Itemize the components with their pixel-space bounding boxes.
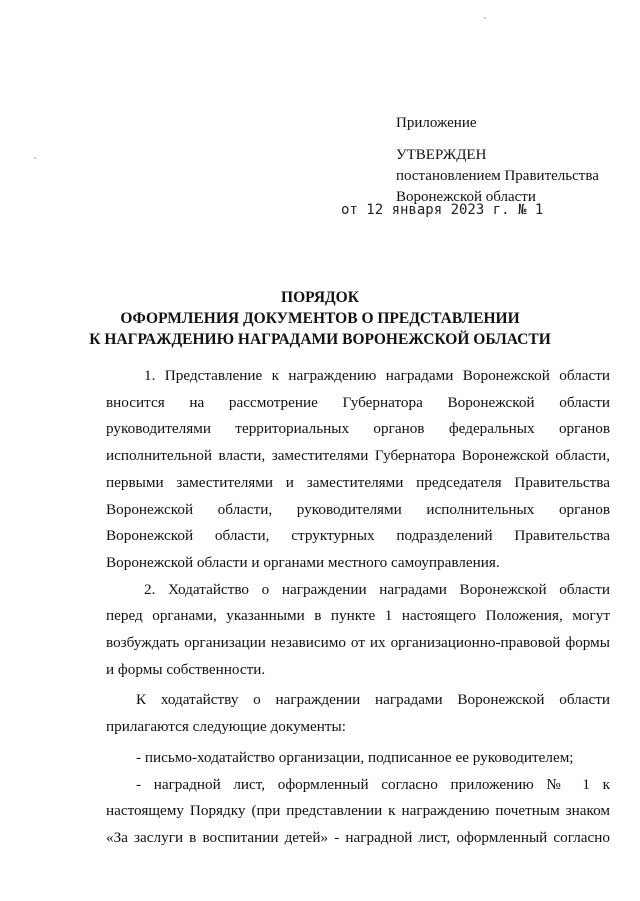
appendix-label: Приложение <box>396 115 477 131</box>
text-line: «За заслуги в воспитании детей» - наградной лист, оформленный согласно <box>106 828 610 846</box>
text-line: исполнительной власти, заместителями Губернатора Воронежской области, <box>106 447 610 465</box>
text-line: - наградной лист, оформленный согласно приложению № 1 к <box>136 775 610 793</box>
text-line: Воронежской области и органами местного самоуправления. <box>106 553 500 571</box>
text-line: Воронежской области, руководителями исполнительных органов <box>106 500 610 518</box>
date-number-stamp: от 12 января 2023 г. № 1 <box>341 202 544 218</box>
document-body <box>106 363 610 852</box>
text-line: первыми заместителями и заместителями председателя Правительства <box>106 473 610 491</box>
title-line: ОФОРМЛЕНИЯ ДОКУМЕНТОВ О ПРЕДСТАВЛЕНИИ <box>120 310 520 327</box>
text-line: прилагаются следующие документы: <box>106 718 346 736</box>
title-line: ПОРЯДОК <box>281 289 359 306</box>
text-line: возбуждать организации независимо от их организационно-правовой формы <box>106 634 610 652</box>
text-line: настоящему Порядку (при представлении к награждению почетным знаком <box>106 802 610 820</box>
title-line: К НАГРАЖДЕНИЮ НАГРАДАМИ ВОРОНЕЖСКОЙ ОБЛАСТИ <box>89 331 551 348</box>
text-line: Воронежской области, структурных подразделений Правительства <box>106 527 610 545</box>
document-title <box>0 287 640 350</box>
text-line: руководителями территориальных органов федеральных органов <box>106 420 610 438</box>
decree-line: постановлением Правительства <box>396 168 599 184</box>
decree-line: Воронежской области <box>396 189 536 205</box>
text-line: перед органами, указанными в пункте 1 настоящего Положения, могут <box>106 607 610 625</box>
text-line: и формы собственности. <box>106 660 266 678</box>
text-line: - письмо-ходатайство организации, подписанное ее руководителем; <box>136 748 574 766</box>
text-line: 1. Представление к награждению наградами Воронежской области <box>144 367 610 384</box>
approved-label: УТВЕРЖДЕН <box>396 147 487 163</box>
scan-speck <box>34 157 36 159</box>
text-line: 2. Ходатайство о награждении наградами Воронежской области <box>144 580 610 598</box>
text-line: вносится на рассмотрение Губернатора Воронежской области <box>106 393 610 411</box>
scan-speck <box>484 17 486 19</box>
approval-block <box>396 113 599 208</box>
text-line: К ходатайству о награждении наградами Воронежской области <box>136 691 610 709</box>
